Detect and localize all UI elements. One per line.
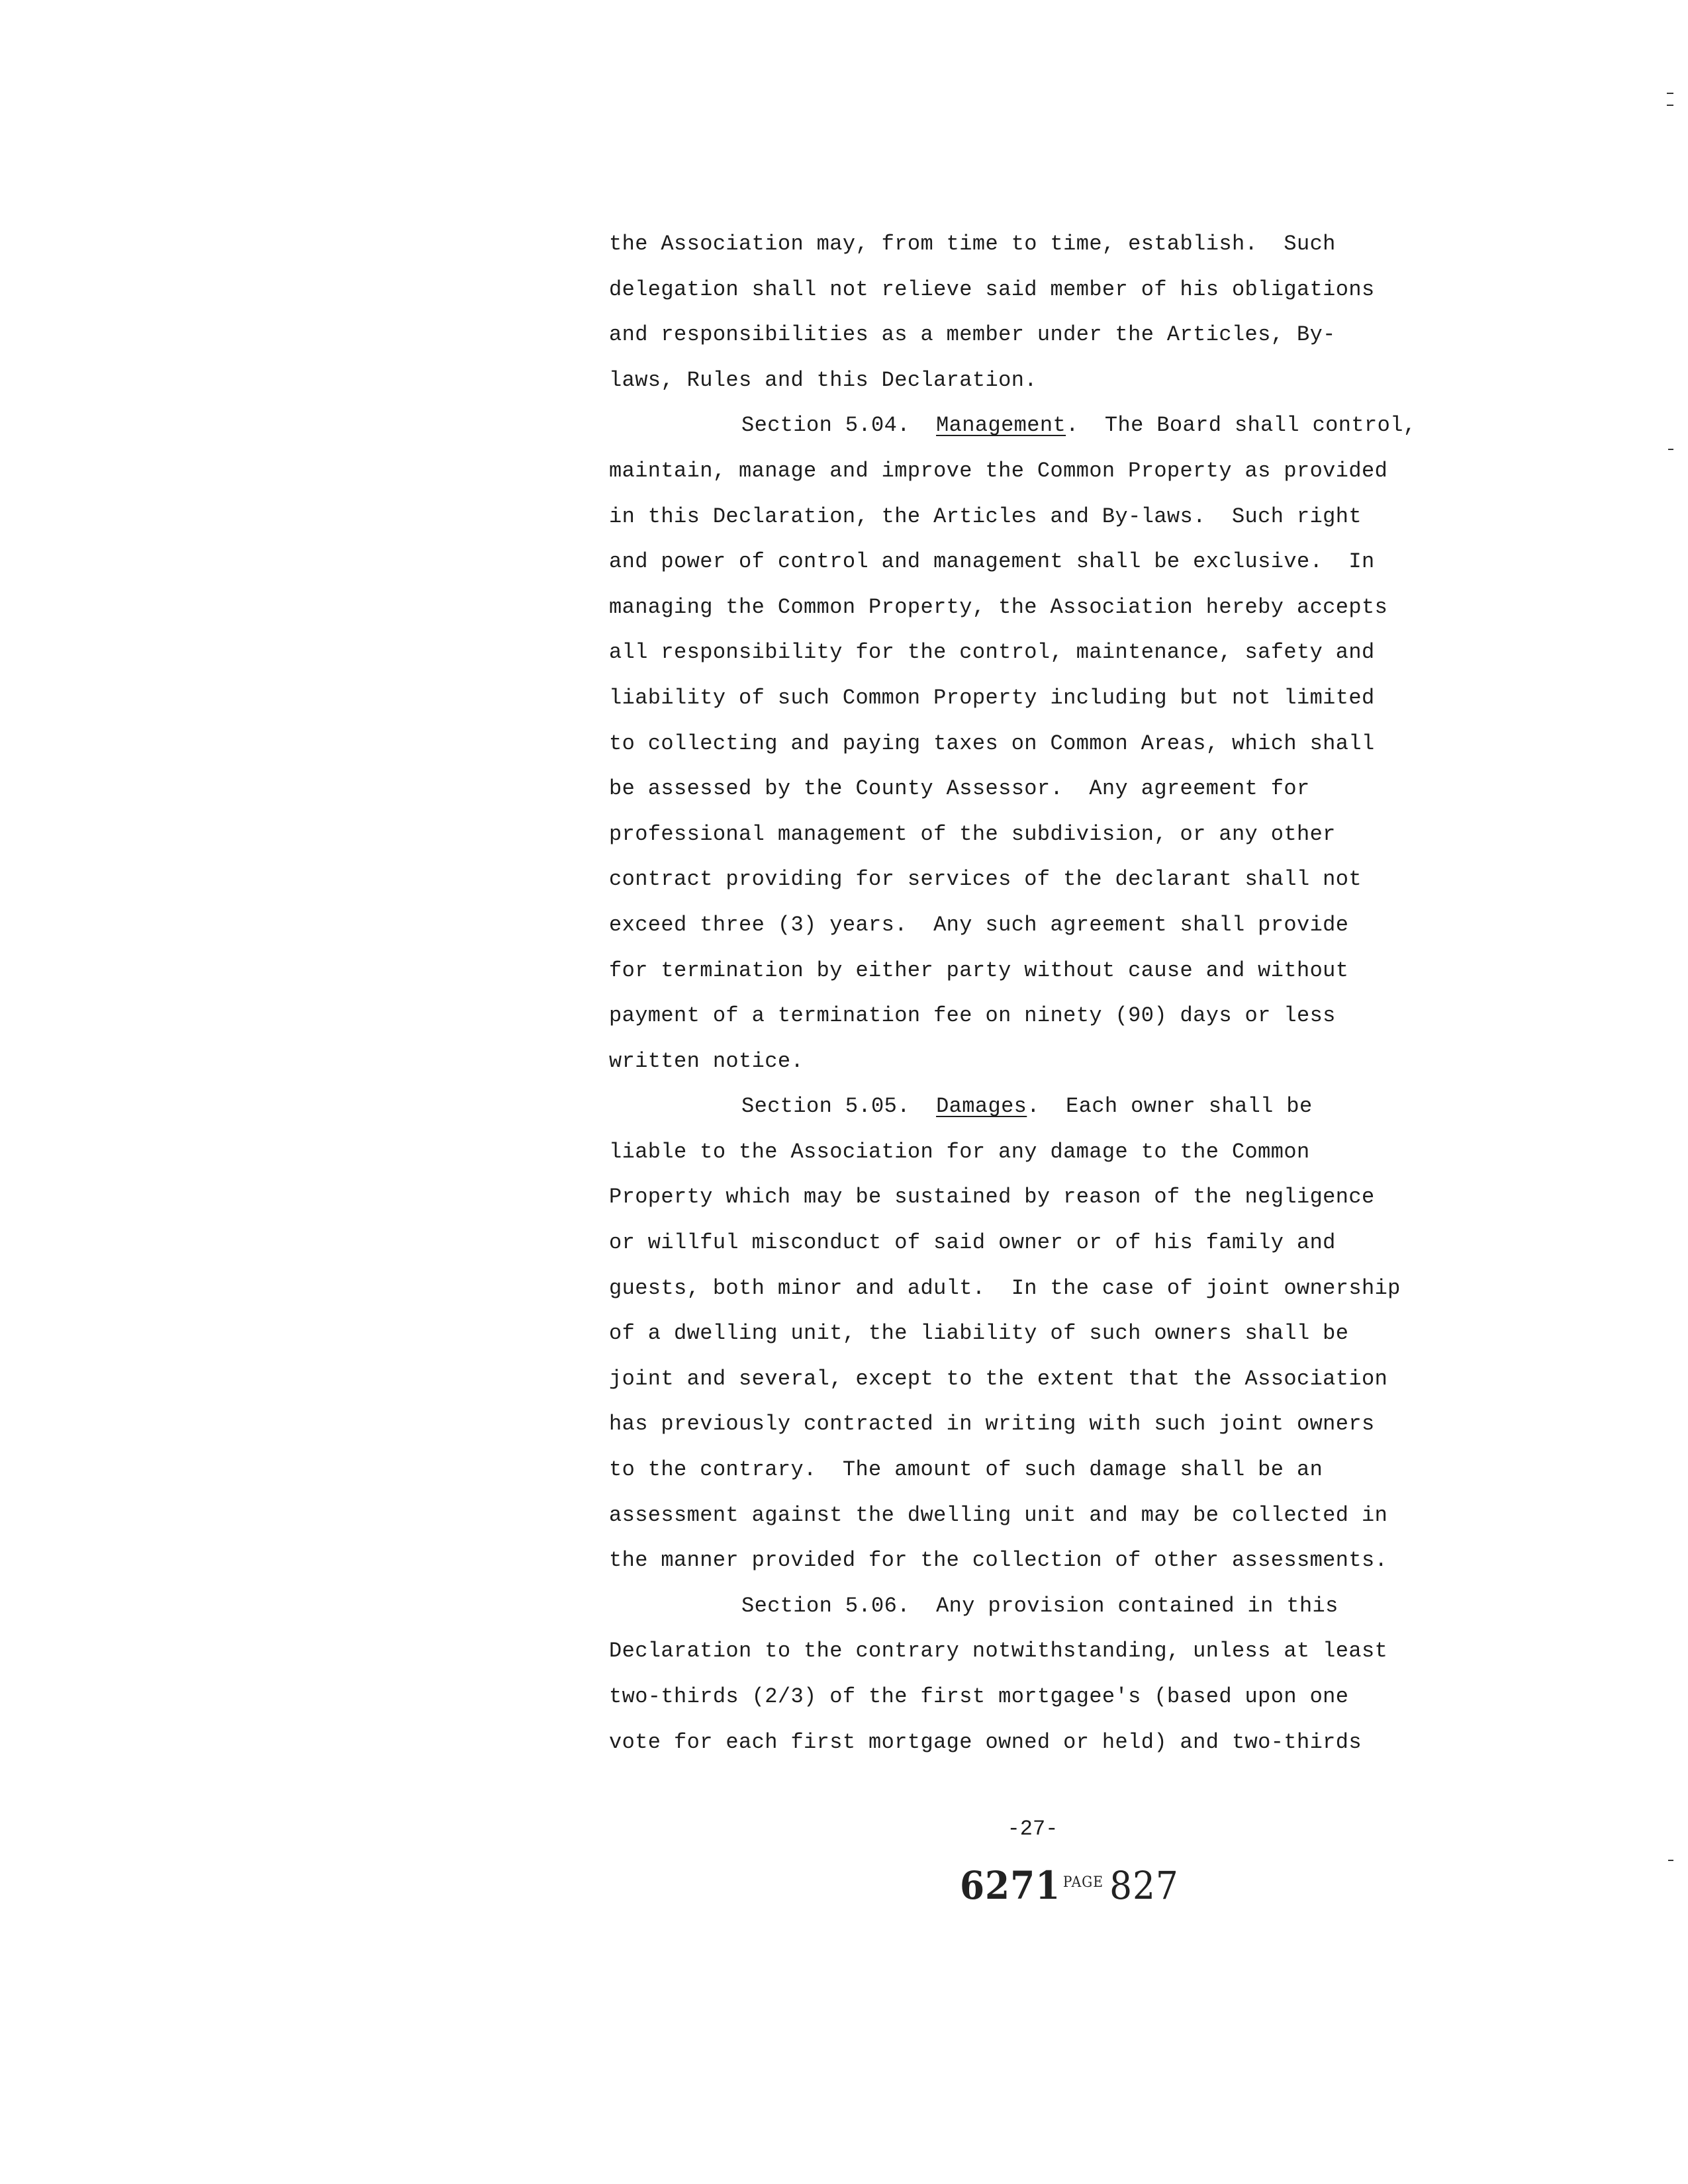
stamp-book-number: 6271 — [960, 1863, 1061, 1908]
body-line: payment of a termination fee on ninety (90) days or less — [609, 1003, 1336, 1028]
section-heading: Damages — [936, 1094, 1027, 1119]
stamp-page-number: 827 — [1109, 1863, 1179, 1908]
section-5-06-heading-line — [609, 1584, 1470, 1629]
section-number: Section 5.06. — [741, 1593, 910, 1618]
body-line: for termination by either party without cause and without — [609, 958, 1349, 983]
section-heading: Management — [936, 413, 1066, 438]
body-line: Declaration to the contrary notwithstanding, unless at least — [609, 1639, 1388, 1664]
body-line: to collecting and paying taxes on Common Areas, which shall — [609, 731, 1375, 756]
body-line: has previously contracted in writing with such joint owners — [609, 1412, 1375, 1437]
body-line: liability of such Common Property including but not limited — [609, 685, 1375, 710]
body-line: guests, both minor and adult. In the case of joint ownership — [609, 1275, 1401, 1300]
scan-mark — [1668, 1860, 1673, 1861]
section-5-04-heading-line: Section 5.04. Management. The Board shall control, — [741, 413, 1417, 438]
body-line: vote for each first mortgage owned or held) and two-thirds — [609, 1729, 1362, 1754]
scan-mark — [1667, 93, 1673, 94]
section-text: The Board shall control, — [1104, 413, 1417, 438]
body-line: in this Declaration, the Articles and By-laws. Such right — [609, 504, 1362, 529]
body-line: the Association may, from time to time, establish. Such — [609, 232, 1336, 256]
section-5-05-heading-line: Section 5.05. Damages. Each owner shall be — [741, 1094, 1313, 1119]
section-number: Section 5.04. — [741, 413, 910, 438]
scan-mark — [1667, 105, 1673, 106]
body-line: exceed three (3) years. Any such agreement shall provide — [609, 912, 1349, 937]
body-line: and responsibilities as a member under the Articles, By- — [609, 322, 1336, 347]
document-body — [609, 222, 1470, 1765]
body-line: assessment against the dwelling unit and may be collected in — [609, 1502, 1388, 1527]
scan-mark — [1668, 449, 1673, 450]
body-line: professional management of the subdivision, or any other — [609, 821, 1336, 846]
body-line: and power of control and management shall be exclusive. In — [609, 549, 1375, 574]
body-line: of a dwelling unit, the liability of such owners shall be — [609, 1321, 1349, 1346]
section-text: Any provision contained in this — [936, 1593, 1338, 1618]
body-line: contract providing for services of the declarant shall not — [609, 867, 1362, 892]
body-line: laws, Rules and this Declaration. — [609, 367, 1037, 392]
body-line: joint and several, except to the extent that the Association — [609, 1366, 1388, 1391]
section-text: Each owner shall be — [1066, 1094, 1313, 1119]
body-line: two-thirds (2/3) of the first mortgagee's (based upon one — [609, 1684, 1349, 1709]
body-line: be assessed by the County Assessor. Any agreement for — [609, 776, 1310, 801]
body-line: managing the Common Property, the Association hereby accepts — [609, 594, 1388, 619]
body-line: delegation shall not relieve said member of his obligations — [609, 277, 1375, 302]
body-line: maintain, manage and improve the Common Property as provided — [609, 458, 1388, 483]
body-line: Property which may be sustained by reason of the negligence — [609, 1185, 1375, 1210]
body-line: or willful misconduct of said owner or of his family and — [609, 1230, 1336, 1255]
body-line: written notice. — [609, 1048, 804, 1073]
body-line: to the contrary. The amount of such damage shall be an — [609, 1457, 1323, 1482]
stamp-page-label: PAGE — [1062, 1874, 1103, 1891]
body-line: the manner provided for the collection of other assessments. — [609, 1548, 1388, 1573]
page-number: -27- — [1007, 1817, 1058, 1841]
body-line: all responsibility for the control, maintenance, safety and — [609, 640, 1375, 665]
book-page-stamp — [960, 1863, 1179, 1908]
section-number: Section 5.05. — [741, 1094, 910, 1119]
body-line: liable to the Association for any damage to the Common — [609, 1139, 1310, 1164]
